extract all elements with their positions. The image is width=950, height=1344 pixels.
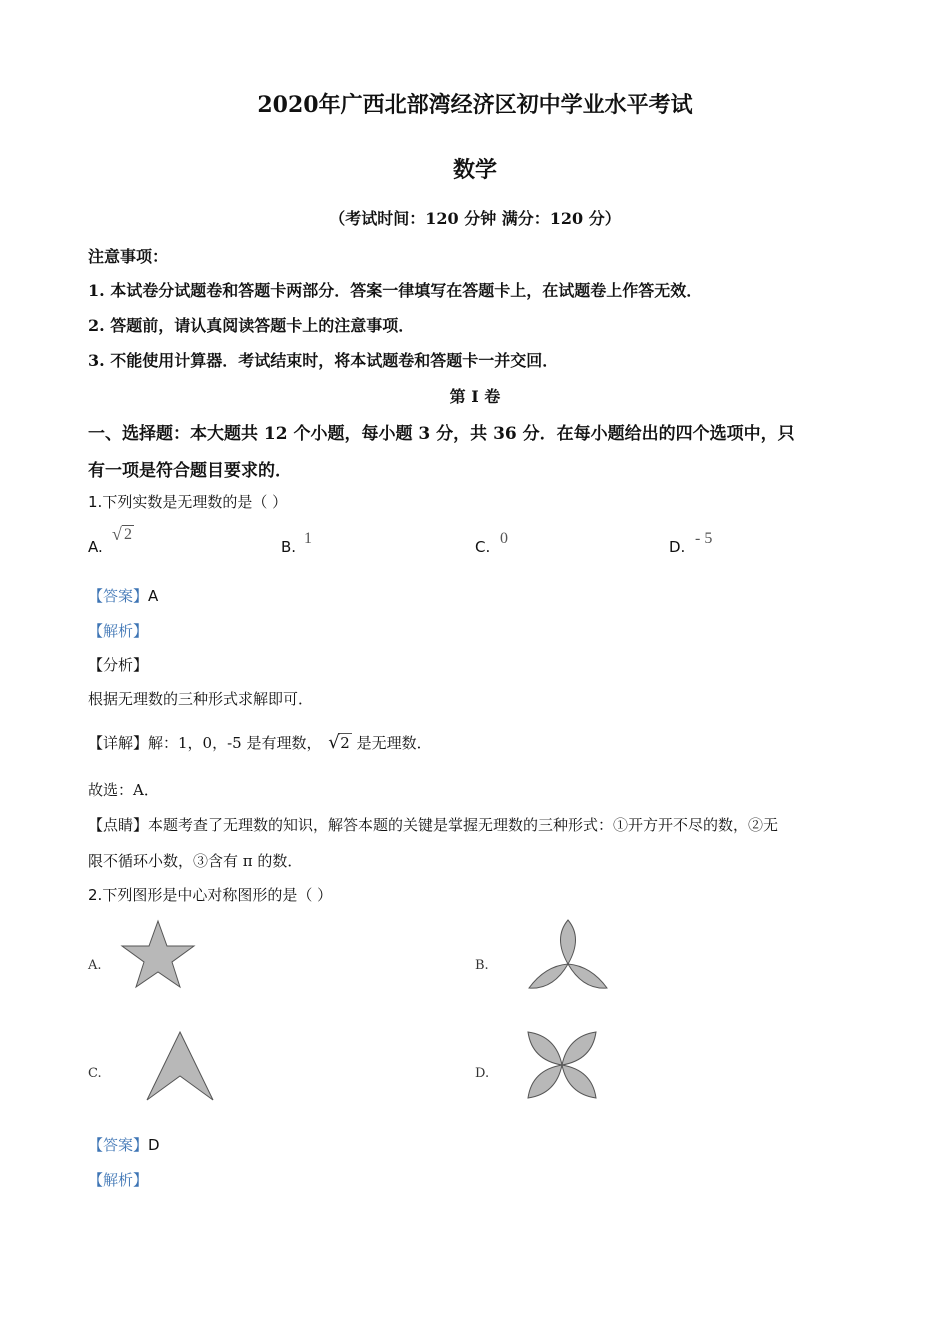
- q1-analysis-tag: 【解析】: [88, 622, 149, 640]
- q1-answer-value: A: [148, 587, 159, 605]
- section-heading-line2: 有一项是符合题目要求的．: [88, 461, 292, 481]
- q1-detail-radicand: 2: [340, 734, 350, 752]
- q1-choose: 故选：A．: [88, 781, 159, 799]
- notice-item-1: 1. 本试卷分试题卷和答题卡两部分．答案一律填写在答题卡上，在试题卷上作答无效．: [88, 281, 703, 300]
- q1-option-b: [281, 538, 296, 556]
- q1-option-a-radicand: 2: [124, 526, 132, 543]
- q2-option-a-star-figure: [118, 918, 198, 990]
- q2-answer-value: D: [148, 1136, 160, 1154]
- q1-comment-line2: 限不循环小数，③含有 π 的数．: [88, 852, 303, 870]
- petal-left: [529, 964, 568, 988]
- petal-top: [561, 920, 576, 964]
- q2-stem: [88, 884, 332, 905]
- q1-fenxi-tag: 【分析】: [88, 656, 149, 674]
- petal-se: [562, 1065, 596, 1098]
- notice-item-2: 2. 答题前，请认真阅读答题卡上的注意事项．: [88, 316, 415, 335]
- q2-option-d-four-petal-figure: [524, 1028, 600, 1102]
- q2-option-b-label: B.: [475, 958, 489, 973]
- q1-answer-tag: 【答案】: [88, 587, 149, 605]
- q1-option-b-label: B.: [281, 538, 297, 556]
- volume-heading: 第 I 卷: [449, 387, 501, 406]
- petal-nw: [528, 1032, 562, 1065]
- q1-option-d-label: D.: [669, 538, 686, 556]
- q1-stem: [88, 491, 287, 512]
- q1-option-c-value: 0: [500, 530, 508, 547]
- q2-answer: [88, 1134, 160, 1155]
- q2-option-c-arrowhead-figure: [143, 1030, 217, 1102]
- star-shape: [122, 921, 194, 987]
- exam-time-info: （考试时间：120 分钟 满分：120 分）: [329, 209, 621, 228]
- q1-option-d: [669, 538, 685, 556]
- q2-answer-tag: 【答案】: [88, 1136, 149, 1154]
- q1-detail-a: 解：1，0，-5 是有理数，: [148, 734, 322, 752]
- notice-item-3: 3. 不能使用计算器．考试结束时，将本试题卷和答题卡一并交回．: [88, 351, 559, 370]
- q1-detail: 【详解】解：1，0，-5 是有理数， √ 2 是无理数．: [88, 732, 432, 753]
- arrowhead-shape: [147, 1032, 213, 1100]
- notice-heading: 注意事项：: [88, 247, 169, 266]
- q1-option-a: [88, 538, 103, 556]
- q1-option-b-value: 1: [304, 530, 312, 547]
- q1-option-a-value: √ 2: [112, 524, 132, 544]
- q1-option-c: [475, 538, 490, 556]
- petal-right: [568, 964, 607, 988]
- q1-option-d-value: - 5: [695, 530, 713, 547]
- q1-detail-tag: 【详解】: [88, 734, 149, 752]
- exam-subject: 数学: [452, 157, 497, 183]
- q1-option-c-label: C.: [475, 538, 491, 556]
- q1-comment-tag: 【点睛】: [88, 816, 149, 834]
- q1-comment-text-1: 本题考查了无理数的知识，解答本题的关键是掌握无理数的三种形式：①开方开不尽的数，②无: [148, 816, 779, 834]
- q2-stem-text: 下列图形是中心对称图形的是（ ）: [102, 886, 333, 904]
- q2-option-a-label: A.: [88, 958, 102, 973]
- q1-number: 1.: [88, 493, 103, 511]
- section-heading-line1: 一、选择题：本大题共 12 个小题，每小题 3 分，共 36 分．在每小题给出的四个选项中，只: [88, 424, 795, 444]
- q2-option-b-three-petal-figure: [525, 918, 611, 992]
- q2-analysis-tag: 【解析】: [88, 1171, 149, 1189]
- q1-stem-text: 下列实数是无理数的是（ ）: [102, 493, 288, 511]
- petal-ne: [562, 1032, 596, 1065]
- q1-fenxi-text: 根据无理数的三种形式求解即可．: [88, 690, 314, 708]
- q1-answer: [88, 585, 158, 606]
- exam-title: 2020年广西北部湾经济区初中学业水平考试: [257, 92, 693, 118]
- q2-option-c-label: C.: [88, 1066, 102, 1081]
- q1-detail-b: 是无理数．: [356, 734, 432, 752]
- petal-sw: [528, 1065, 562, 1098]
- q1-comment-line1: [88, 814, 778, 835]
- q2-number: 2.: [88, 886, 103, 904]
- q1-option-a-label: A.: [88, 538, 103, 556]
- q2-option-d-label: D.: [475, 1066, 490, 1081]
